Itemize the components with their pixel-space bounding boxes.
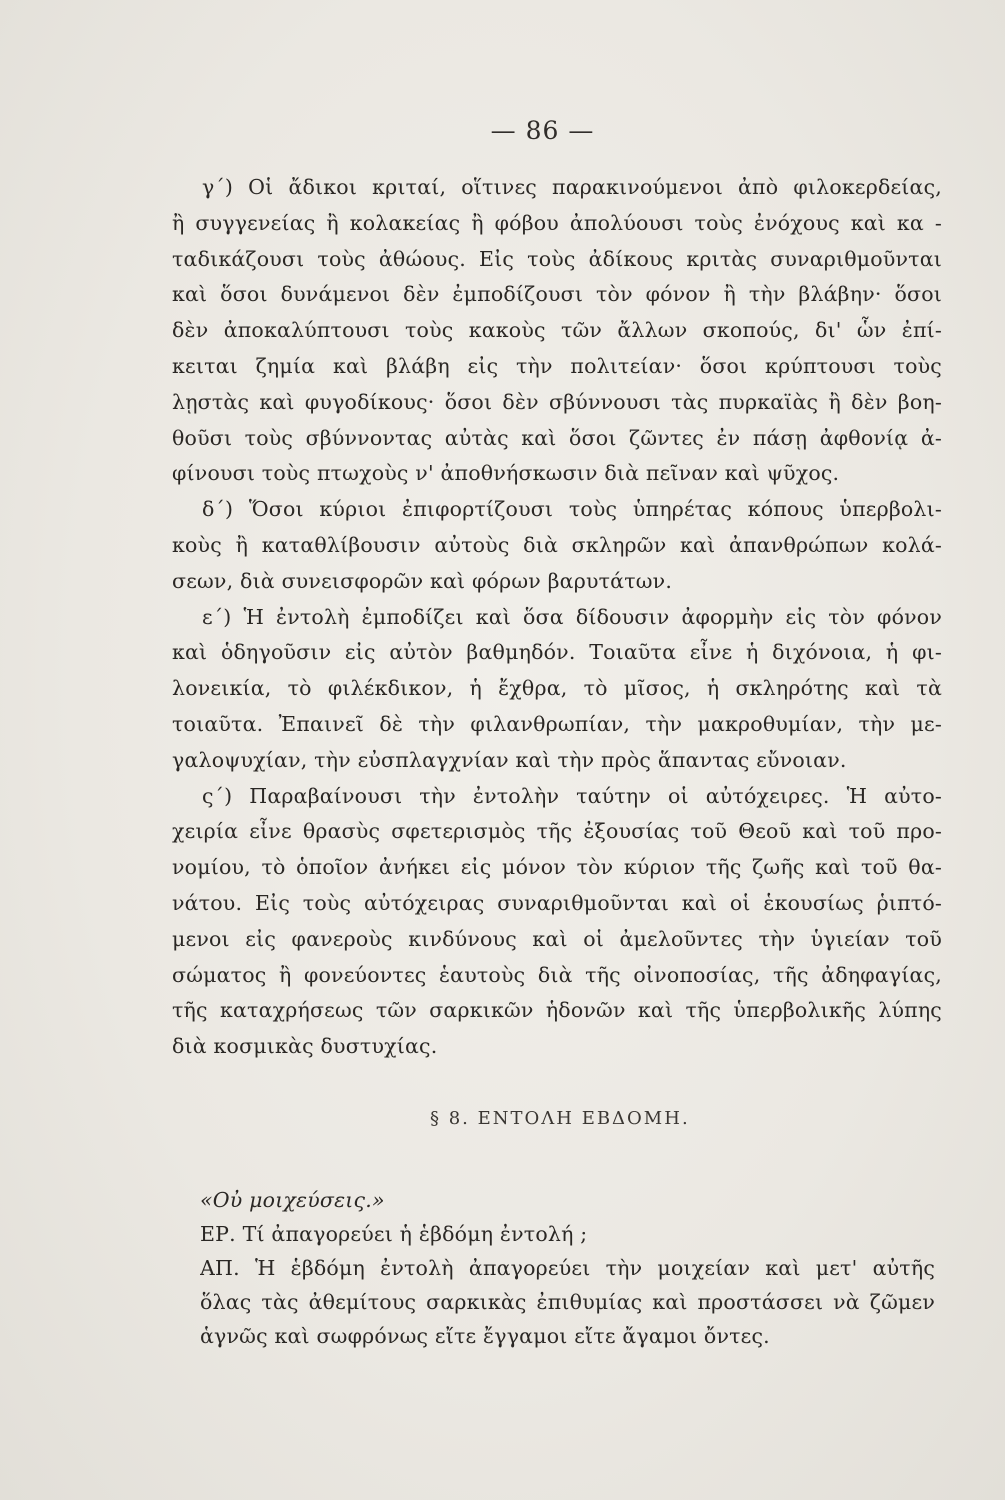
text-line: ς΄) Παραβαίνουσι τὴν ἐντολὴν ταύτην οἱ αὐτόχειρες. Ἡ αὐτο- xyxy=(202,783,942,808)
body-text xyxy=(172,170,942,1065)
text-line: γαλοψυχίαν, τὴν εὐσπλαγχνίαν καὶ τὴν πρὸς ἅπαντας εὔνοιαν. xyxy=(172,747,847,772)
text-line: φίνουσι τοὺς πτωχοὺς ν' ἀποθνήσκωσιν διὰ πεῖναν καὶ ψῦχος. xyxy=(172,461,840,486)
commandment-text xyxy=(200,1183,935,1353)
text-line: σώματος ἢ φονεύοντες ἑαυτοὺς διὰ τῆς οἰνοποσίας, τῆς ἀδηφαγίας, xyxy=(172,962,942,987)
text-line: μενοι εἰς φανεροὺς κινδύνους καὶ οἱ ἀμελοῦντες τὴν ὑγιείαν τοῦ xyxy=(172,926,942,951)
text-line: γ΄) Οἱ ἄδικοι κριταί, οἵτινες παρακινούμενοι ἀπὸ φιλοκερδείας, xyxy=(202,175,942,199)
page-number: — 86 — xyxy=(490,116,595,145)
text-line: σεων, διὰ συνεισφορῶν καὶ φόρων βαρυτάτων. xyxy=(172,568,673,593)
text-line: καὶ ὅσοι δυνάμενοι δὲν ἐμποδίζουσι τὸν φόνον ἢ τὴν βλάβην· ὅσοι xyxy=(172,282,942,307)
text-line: δ΄) Ὅσοι κύριοι ἐπιφορτίζουσι τοὺς ὑπηρέτας κόπους ὑπερβολι- xyxy=(202,497,942,522)
text-line: ε΄) Ἡ ἐντολὴ ἐμποδίζει καὶ ὅσα δίδουσιν ἀφορμὴν εἰς τὸν φόνον xyxy=(202,604,942,629)
commandment-quote: «Οὐ μοιχεύσεις.» xyxy=(200,1188,385,1212)
text-line: δὲν ἀποκαλύπτουσι τοὺς κακοὺς τῶν ἄλλων σκοπούς, δι' ὧν ἐπί- xyxy=(172,318,942,343)
text-line: ἢ συγγενείας ἢ κολακείας ἢ φόβου ἀπολύουσι τοὺς ἐνόχους καὶ κα - xyxy=(172,210,942,235)
text-line: κειται ζημία καὶ βλάβη εἰς τὴν πολιτείαν· ὅσοι κρύπτουσι τοὺς xyxy=(172,353,942,378)
text-line: λονεικία, τὸ φιλέκδικον, ἡ ἔχθρα, τὸ μῖσος, ἡ σκληρότης καὶ τὰ xyxy=(172,676,942,701)
section-heading: § 8. ΕΝΤΟΛΗ ΕΒΔΟΜΗ. xyxy=(430,1108,690,1129)
text-line: χειρία εἶνε θρασὺς σφετερισμὸς τῆς ἐξουσίας τοῦ Θεοῦ καὶ τοῦ προ- xyxy=(172,819,942,844)
answer-line: ΑΠ. Ἡ ἑβδόμη ἐντολὴ ἀπαγορεύει τὴν μοιχείαν καὶ μετ' αὐτῆς xyxy=(200,1256,935,1280)
answer-line: ἁγνῶς καὶ σωφρόνως εἴτε ἔγγαμοι εἴτε ἄγαμοι ὄντες. xyxy=(200,1324,770,1348)
text-line: τοιαῦτα. Ἐπαινεῖ δὲ τὴν φιλανθρωπίαν, τὴν μακροθυμίαν, τὴν με- xyxy=(172,711,942,736)
text-line: κοὺς ἢ καταθλίβουσιν αὐτοὺς διὰ σκληρῶν καὶ ἀπανθρώπων κολά- xyxy=(172,532,942,557)
text-line: τῆς καταχρήσεως τῶν σαρκικῶν ἡδονῶν καὶ τῆς ὑπερβολικῆς λύπης xyxy=(172,998,942,1023)
text-line: διὰ κοσμικὰς δυστυχίας. xyxy=(172,1034,438,1059)
text-line: νομίου, τὸ ὁποῖον ἀνήκει εἰς μόνον τὸν κύριον τῆς ζωῆς καὶ τοῦ θα- xyxy=(172,855,942,880)
text-line: λῃστὰς καὶ φυγοδίκους· ὅσοι δὲν σβύννουσι τὰς πυρκαϊὰς ἢ δὲν βοη- xyxy=(172,389,942,414)
answer-line: ὅλας τὰς ἀθεμίτους σαρκικὰς ἐπιθυμίας καὶ προστάσσει νὰ ζῶμεν xyxy=(200,1290,935,1314)
text-line: καὶ ὁδηγοῦσιν εἰς αὐτὸν βαθμηδόν. Τοιαῦτα εἶνε ἡ διχόνοια, ἡ φι- xyxy=(172,640,942,665)
text-line: θοῦσι τοὺς σβύννοντας αὐτὰς καὶ ὅσοι ζῶντες ἐν πάσῃ ἀφθονίᾳ ἀ- xyxy=(172,425,942,450)
text-line: ταδικάζουσι τοὺς ἀθώους. Εἰς τοὺς ἀδίκους κριτὰς συναριθμοῦνται xyxy=(172,246,942,271)
question-line: ΕΡ. Τί ἀπαγορεύει ἡ ἑβδόμη ἐντολή ; xyxy=(200,1222,588,1246)
text-line: νάτου. Εἰς τοὺς αὐτόχειρας συναριθμοῦνται καὶ οἱ ἑκουσίως ῥιπτό- xyxy=(172,890,942,915)
